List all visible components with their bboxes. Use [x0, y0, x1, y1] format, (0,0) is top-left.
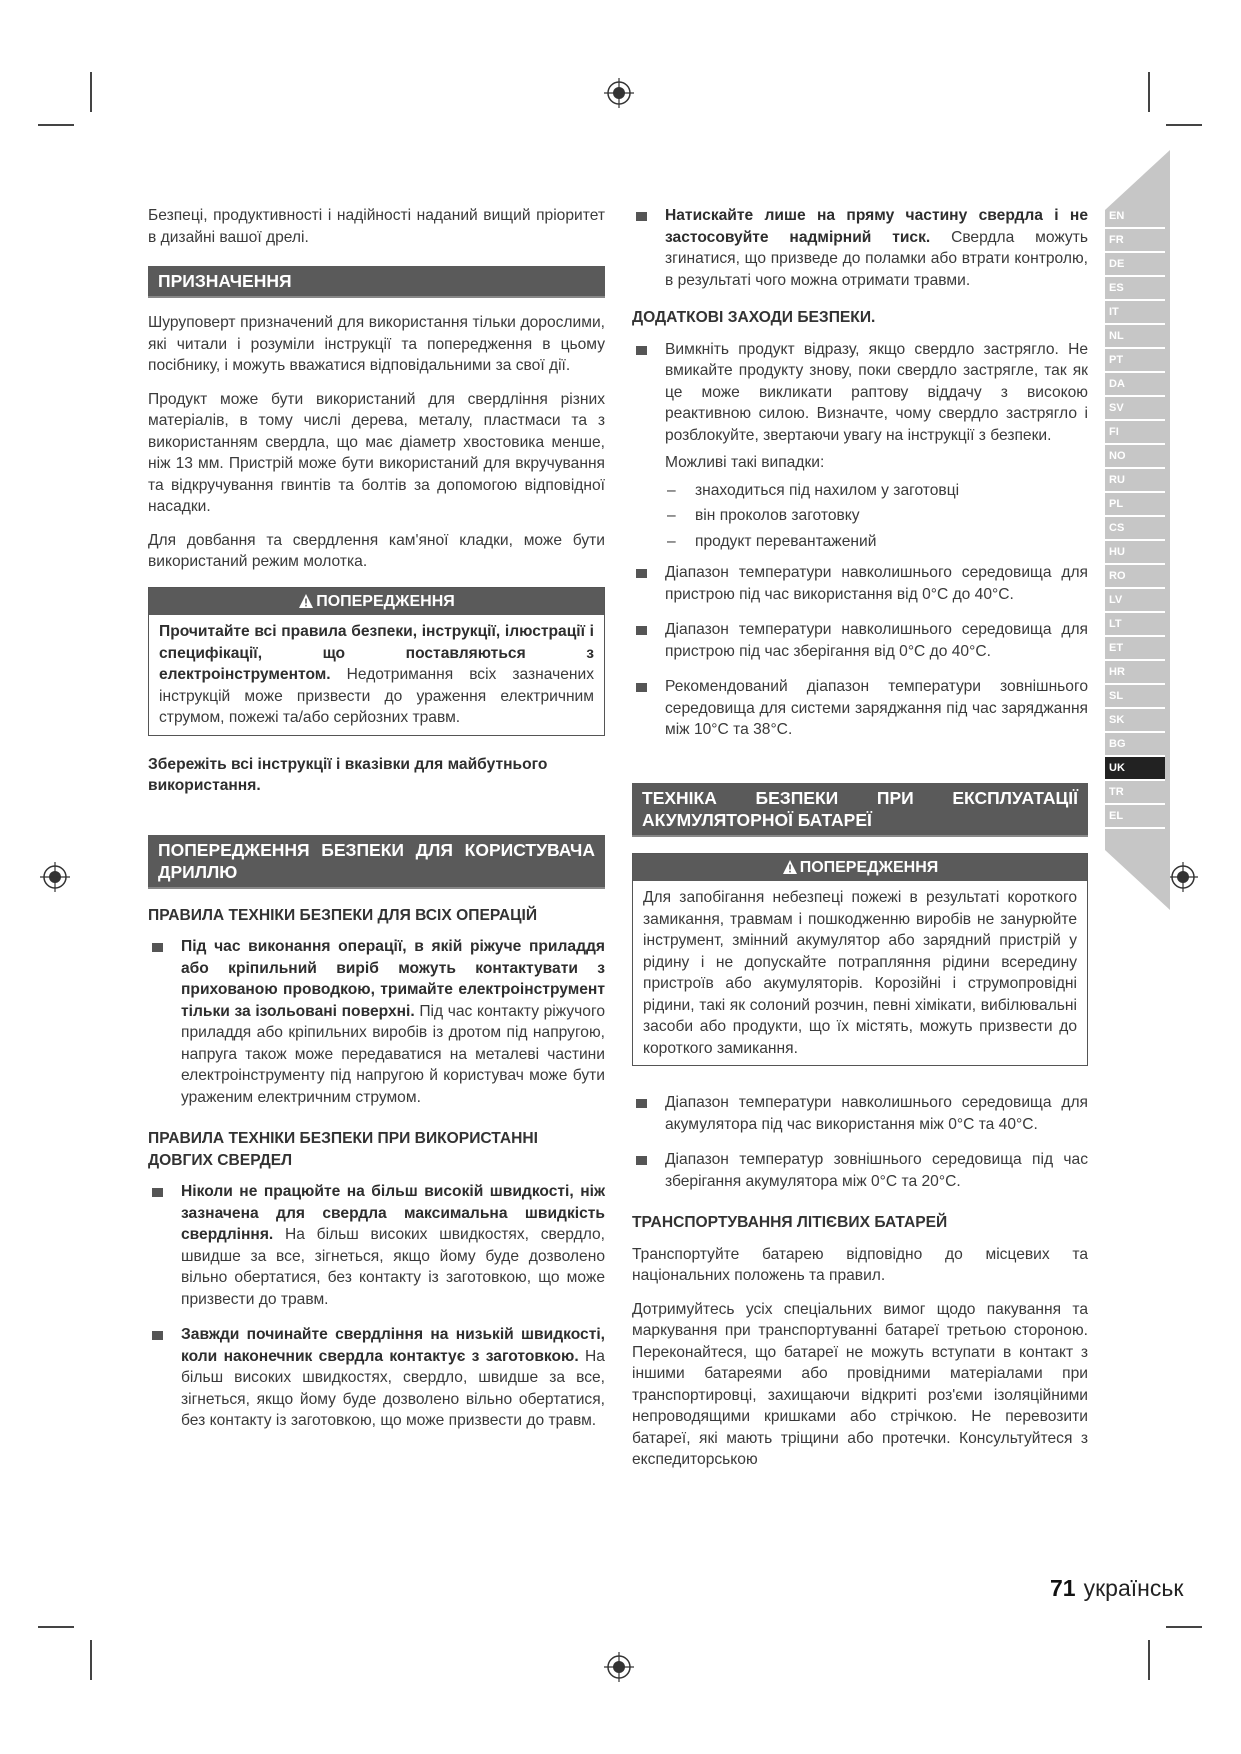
- crop-mark: [90, 72, 92, 112]
- left-column: [148, 205, 605, 1442]
- bullet-icon: [636, 212, 647, 221]
- warning-text: Недотримання всіх зазначених інструкцій може призвести до ураження електричним струмом, пожежі та/або серйозних травм.: [159, 666, 594, 726]
- intro-text: Безпеці, продуктивності і надійності наданий вищий пріоритет в дизайні вашої дрелі.: [148, 207, 605, 246]
- bullet-bold-text: Натискайте лише на пряму частину свердла і не застосовуйте надмірний тиск.: [665, 207, 1088, 246]
- right-column: [632, 205, 1088, 1483]
- dash-text: продукт перевантажений: [695, 532, 877, 550]
- save-note: [148, 754, 605, 797]
- dash-icon: –: [667, 507, 676, 524]
- bullet-text: Діапазон температури навколишнього середовища для пристрою під час зберігання від 0°C до 40°C.: [665, 621, 1088, 660]
- dash-item: [667, 531, 1088, 553]
- bullet-text: Рекомендований діапазон температури зовнішнього середовища для системи заряджання під час заряджання між 10°C та 38°C.: [665, 678, 1088, 738]
- language-tab-nl[interactable]: NL: [1105, 325, 1165, 349]
- list-item: [632, 205, 1088, 291]
- dash-icon: –: [667, 481, 676, 499]
- dash-item: [667, 505, 1088, 527]
- bullet-bold-text: Ніколи не працюйте на більш високій швидкості, ніж зазначена для свердла максимальна швидкість свердління.: [181, 1183, 605, 1243]
- section-heading-purpose: ПРИЗНАЧЕННЯ: [148, 266, 605, 298]
- language-tab-es[interactable]: ES: [1105, 277, 1165, 301]
- bullet-bold-text: Під час виконання операції, в якій ріжуче приладдя або кріпильний виріб можуть контактувати з прихованою проводкою, тримайте електроінструмент тільки за ізольовані поверхні.: [181, 938, 605, 1020]
- page-footer: [1050, 1575, 1183, 1602]
- crop-mark: [1148, 1640, 1150, 1680]
- language-tab-cs[interactable]: CS: [1105, 517, 1165, 541]
- list-item: [632, 1092, 1088, 1135]
- language-tab-hu[interactable]: HU: [1105, 541, 1165, 565]
- subheading-extra-safety: ДОДАТКОВІ ЗАХОДИ БЕЗПЕКИ.: [632, 309, 876, 326]
- cases-intro: Можливі такі випадки:: [665, 454, 825, 471]
- list-item: [148, 1324, 605, 1432]
- language-tab-sk[interactable]: SK: [1105, 709, 1165, 733]
- section-heading-battery: ТЕХНІКА БЕЗПЕКИ ПРИ ЕКСПЛУАТАЦІЇ АКУМУЛЯТОРНОЇ БАТАРЕЇ: [632, 783, 1088, 837]
- bullet-text: Свердла можуть згинатися, що призведе до поламки або втрати контролю, в результаті чого можна отримати травми.: [665, 228, 1088, 289]
- language-tab-lt[interactable]: LT: [1105, 613, 1165, 637]
- language-tab-el[interactable]: EL: [1105, 805, 1165, 829]
- paragraph: Шуруповерт призначений для використання тільки дорослими, які читали і розуміли інструкції та попередження в цьому посібнику, і можуть вважатися відповідальними за свої дії.: [148, 314, 605, 374]
- language-tab-hr[interactable]: HR: [1105, 661, 1165, 685]
- section-heading-drill-safety: ПОПЕРЕДЖЕННЯ БЕЗПЕКИ ДЛЯ КОРИСТУВАЧА ДРИЛЛЮ: [148, 835, 605, 889]
- language-tab-ru[interactable]: RU: [1105, 469, 1165, 493]
- crop-mark: [1148, 72, 1150, 112]
- bullet-bold-text: Завжди починайте свердління на низькій швидкості, коли наконечник свердла контактує з заготовкою.: [181, 1326, 605, 1365]
- page-number: 71: [1050, 1575, 1076, 1601]
- warning-body: Для запобігання небезпеці пожежі в результаті короткого замикання, травмам і пошкодженню виробів не занурюйте інструмент, змінний акумулятор або зарядний пристрій у рідину і не допускайте потрапляння рідини всередину пристроїв або акумуляторів. Корозійні і струмопровідні рідини, такі як солоний розчин, певні хімікати, вибілювальні засоби або продукти, що їх містять, можуть призвести до короткого замикання.: [643, 889, 1077, 1057]
- list-item: [148, 1181, 605, 1310]
- language-tab-lv[interactable]: LV: [1105, 589, 1165, 613]
- language-tab-fr[interactable]: FR: [1105, 229, 1165, 253]
- warning-header: [149, 588, 604, 616]
- warning-icon: [782, 859, 798, 875]
- subheading-long-drills: ПРАВИЛА ТЕХНІКИ БЕЗПЕКИ ПРИ ВИКОРИСТАННІ ДОВГИХ СВЕРДЕЛ: [148, 1130, 538, 1169]
- list-item: [632, 562, 1088, 605]
- language-tab-sv[interactable]: SV: [1105, 397, 1165, 421]
- bullet-icon: [152, 943, 163, 952]
- subheading-transport: ТРАНСПОРТУВАННЯ ЛІТІЄВИХ БАТАРЕЙ: [632, 1214, 948, 1231]
- dash-item: [667, 480, 1088, 502]
- crop-mark: [1166, 124, 1202, 126]
- bullet-text: Діапазон температур зовнішнього середовища під час зберігання акумулятора між 0°C та 20°C.: [665, 1151, 1088, 1190]
- bullet-icon: [636, 569, 647, 578]
- language-tab-de[interactable]: DE: [1105, 253, 1165, 277]
- crop-mark: [38, 124, 74, 126]
- dash-icon: –: [667, 532, 676, 550]
- dash-text: знаходиться під нахилом у заготовці: [695, 481, 960, 499]
- bullet-icon: [636, 683, 647, 692]
- language-tab-pt[interactable]: PT: [1105, 349, 1165, 373]
- language-tab-ro[interactable]: RO: [1105, 565, 1165, 589]
- footer-language: українськ: [1083, 1575, 1184, 1601]
- registration-mark-icon: [604, 1652, 634, 1682]
- bullet-icon: [636, 626, 647, 635]
- bullet-icon: [636, 1099, 647, 1108]
- warning-body: [149, 615, 604, 735]
- registration-mark-icon: [40, 862, 70, 892]
- warning-box: [148, 587, 605, 736]
- language-tab-en[interactable]: EN: [1105, 205, 1165, 229]
- dash-text: він проколов заготовку: [695, 507, 860, 524]
- bullet-text: На більш високих швидкостях, свердло, швидше за все, зігнеться, якщо йому буде дозволено вільно обертатися, без контакту із заготовкою, що може призвести до травм.: [181, 1347, 605, 1429]
- language-tab-it[interactable]: IT: [1105, 301, 1165, 325]
- paragraph: Транспортуйте батарею відповідно до місцевих та національних положень та правил.: [632, 1245, 1088, 1284]
- list-item: [632, 619, 1088, 662]
- language-tab-sl[interactable]: SL: [1105, 685, 1165, 709]
- language-tab-uk[interactable]: UK: [1105, 757, 1165, 781]
- warning-header: [633, 854, 1087, 882]
- warning-title: ПОПЕРЕДЖЕННЯ: [799, 858, 939, 876]
- warning-title: ПОПЕРЕДЖЕННЯ: [316, 592, 455, 610]
- bullet-text: На більш високих швидкостях, свердло, швидше за все, зігнеться, якщо йому буде дозволено вільно обертатися, без контакту із заготовкою, що може призвести до травм.: [181, 1226, 605, 1308]
- warning-box: [632, 853, 1088, 1067]
- language-tab-no[interactable]: NO: [1105, 445, 1165, 469]
- language-tab-bg[interactable]: BG: [1105, 733, 1165, 757]
- list-item: [148, 936, 605, 1108]
- bullet-icon: [636, 346, 647, 355]
- paragraph: Для довбання та свердлення кам'яної кладки, може бути використаний режим молотка.: [148, 531, 605, 570]
- list-item: [632, 339, 1088, 557]
- warning-bold-text: Прочитайте всі правила безпеки, інструкції, ілюстрації і специфікації, що поставляються з електроінструментом.: [159, 623, 594, 683]
- bullet-icon: [152, 1331, 163, 1340]
- paragraph: Продукт може бути використаний для свердління різних матеріалів, в тому числі дерева, металу, пластмаси та з використанням свердла, що має діаметр хвостовика менше, ніж 13 мм. Пристрій може бути використаний для вкручування та відкручування гвинтів та болтів за допомогою відповідної насадки.: [148, 390, 605, 515]
- language-tabs: [1105, 205, 1165, 829]
- bullet-text: Діапазон температури навколишнього середовища для пристрою під час використання від 0°C до 40°C.: [665, 564, 1088, 603]
- registration-mark-icon: [604, 78, 634, 108]
- crop-mark: [90, 1640, 92, 1680]
- subheading-all-operations: ПРАВИЛА ТЕХНІКИ БЕЗПЕКИ ДЛЯ ВСІХ ОПЕРАЦІЙ: [148, 906, 538, 924]
- bullet-text: Діапазон температури навколишнього середовища для акумулятора під час використання між 0°C та 40°C.: [665, 1094, 1088, 1133]
- bullet-icon: [636, 1156, 647, 1165]
- paragraph: Дотримуйтесь усіх спеціальних вимог щодо пакування та маркування при транспортуванні батареї третьою стороною. Переконайтеся, що батареї не можуть вступати в контакт з іншими батареями або провідними матеріалами при транспортировці, захищаючи відкриті роз'єми ізоляційними непроводящими кришками або стрічкою. Не перевозити батареї, які мають тріщини або протечки. Консультуйтеся з експедиторською: [632, 1300, 1088, 1468]
- bullet-icon: [152, 1188, 163, 1197]
- bullet-text: Вимкніть продукт відразу, якщо свердло застрягло. Не вмикайте продукту знову, поки свердло застрягле, так як це може викликати раптову віддачу з високою реактивною силою. Визначте, чому свердло застрягло і розблокуйте, звертаючи увагу на інструкції з безпеки.: [665, 340, 1088, 444]
- language-tab-da[interactable]: DA: [1105, 373, 1165, 397]
- crop-mark: [38, 1626, 74, 1628]
- save-note-text: Збережіть всі інструкції і вказівки для майбутнього використання.: [148, 755, 548, 794]
- bullet-text: Під час контакту ріжучого приладдя або кріпильних виробів із дротом під напругою, напруга також може передаватися на металеві частини електроінструменту під напругою й користувач може бути ураженим електричним струмом.: [181, 1002, 605, 1106]
- list-item: [632, 676, 1088, 741]
- language-tab-fi[interactable]: FI: [1105, 421, 1165, 445]
- crop-mark: [1166, 1626, 1202, 1628]
- language-tab-pl[interactable]: PL: [1105, 493, 1165, 517]
- language-tab-tr[interactable]: TR: [1105, 781, 1165, 805]
- warning-icon: [298, 593, 314, 609]
- list-item: [632, 1149, 1088, 1192]
- language-tab-et[interactable]: ET: [1105, 637, 1165, 661]
